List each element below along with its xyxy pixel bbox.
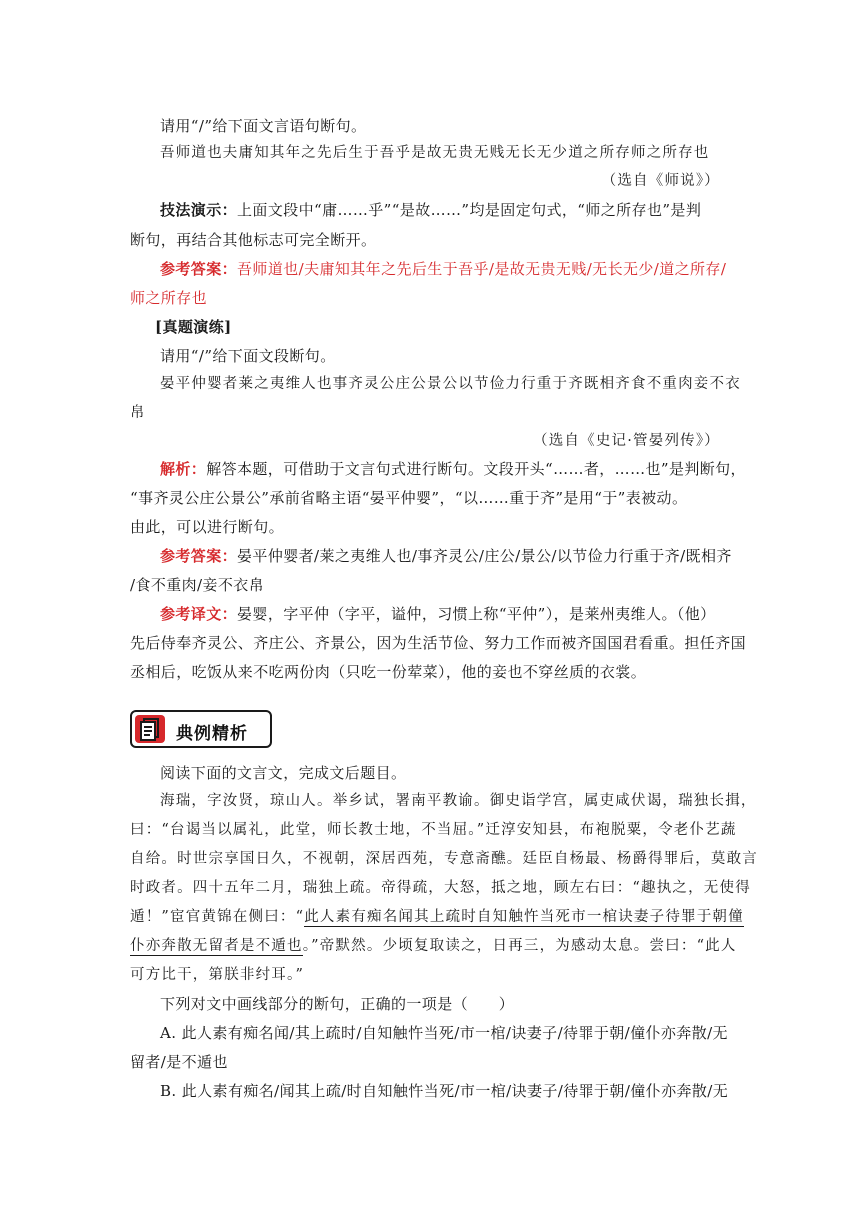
prompt-2: 请用“/”给下面文段断句。: [160, 347, 336, 365]
analysis-line-3: 由此，可以进行断句。: [130, 518, 285, 536]
translation-paragraph: [160, 604, 730, 624]
underlined-passage-part-2: 仆亦奔散无留者是不遁也: [130, 938, 303, 954]
answer-text-2: 晏平仲婴者/莱之夷维人也/事齐灵公/庄公/景公/以节俭力行重于齐/既相齐: [237, 547, 732, 565]
answer-paragraph-2: [160, 546, 730, 566]
prompt-1: 请用“/”给下面文言语句断句。: [160, 117, 367, 135]
section-banner: [130, 710, 272, 748]
technique-label: 技法演示：: [160, 201, 238, 219]
passage-2-line-1: 晏平仲婴者莱之夷维人也事齐灵公庄公景公以节俭力行重于齐既相齐食不重肉妾不衣: [160, 376, 741, 392]
question-stem: 下列对文中画线部分的断句，正确的一项是（ ）: [160, 995, 515, 1013]
analysis-text: 解答本题，可借助于文言句式进行断句。文段开头“……者，……也”是判断句，: [206, 460, 746, 478]
passage-3-line-3: 自给。时世宗享国日久，不视朝，深居西苑，专意斋醮。廷臣自杨最、杨爵得罪后，莫敢言: [130, 851, 758, 867]
analysis-line-2: “事齐灵公庄公景公”承前省略主语“晏平仲婴”，“以……重于齐”是用“于”表被动。: [130, 489, 688, 507]
answer-line-2: 师之所存也: [130, 289, 208, 307]
answer-label-2: 参考答案：: [160, 547, 238, 565]
answer-text-1: 吾师道也/夫庸知其年之先后生于吾乎/是故无贵无贱/无长无少/道之所存/: [237, 260, 727, 278]
analysis-label: 解析：: [160, 460, 207, 478]
translation-label: 参考译文：: [160, 605, 238, 623]
source-2: （选自《史记·管晏列传》）: [533, 433, 720, 449]
banner-title: 典例精析: [176, 724, 248, 744]
passage-1: 吾师道也夫庸知其年之先后生于吾乎是故无贵无贱无长无少道之所存师之所存也: [160, 145, 710, 161]
technique-paragraph: [160, 200, 730, 220]
passage-3-line-2: 曰：“台谒当以属礼，此堂，师长教士地，不当屈。”迁淳安知县，布袍脱粟，令老仆艺蔬: [130, 822, 737, 838]
passage-3-line-5: [130, 907, 744, 927]
technique-line-2: 断句，再结合其他标志可完全断开。: [130, 231, 377, 249]
prompt-3: 阅读下面的文言文，完成文后题目。: [160, 764, 407, 782]
answer-2-line-2: /食不重肉/妾不衣帛: [130, 576, 265, 594]
analysis-paragraph: [160, 459, 746, 479]
translation-line-3: 丞相后，吃饭从来不吃两份肉（只吃一份荤菜），他的妾也不穿丝质的衣裳。: [130, 663, 647, 681]
passage-3-line-7: 可方比干，第朕非纣耳。”: [130, 967, 305, 983]
section-heading-practice: [真题演练]: [155, 318, 232, 336]
answer-label-1: 参考答案：: [160, 260, 238, 278]
option-a-line-1: A. 此人素有痴名闻/其上疏时/自知触忤当死/市一棺/诀妻子/待罪于朝/僮仆亦奔散/无: [160, 1024, 728, 1042]
source-1: （选自《师说》）: [601, 173, 720, 189]
passage-3-line-6: [130, 936, 737, 956]
translation-line-2: 先后侍奉齐灵公、齐庄公、齐景公，因为生活节俭、努力工作而被齐国国君看重。担任齐国: [130, 634, 747, 652]
translation-text: 晏婴，字平仲（字平，谥仲，习惯上称“平仲”），是莱州夷维人。（他）: [237, 605, 716, 623]
option-a-line-2: 留者/是不遁也: [130, 1053, 228, 1071]
underlined-passage-part-1: 此人素有痴名闻其上疏时自知触忤当死市一棺诀妻子待罪于朝僮: [304, 909, 744, 925]
option-b-line-1: B. 此人素有痴名/闻其上疏/时自知触忤当死/市一棺/诀妻子/待罪于朝/僮仆亦奔散/无: [160, 1082, 729, 1100]
technique-text: 上面文段中“庸……乎”“是故……”均是固定句式，“师之所存也”是判: [237, 201, 702, 219]
passage-3-line-6-rest: 。”帝默然。少顷复取读之，日再三，为感动太息。尝曰：“此人: [302, 938, 737, 954]
answer-paragraph-1: [160, 259, 730, 279]
passage-3-line-5-lead: 遁！”宦官黄锦在侧曰：“: [130, 909, 305, 925]
document-list-icon: [135, 715, 165, 743]
passage-3-line-4: 时政者。四十五年二月，瑞独上疏。帝得疏，大怒，抵之地，顾左右曰：“趣执之，无使得: [130, 880, 751, 896]
passage-3-line-1: 海瑞，字汝贤，琼山人。举乡试，署南平教谕。御史诣学宫，属吏咸伏谒，瑞独长揖，: [160, 793, 757, 809]
passage-2-line-2: 帛: [130, 405, 146, 421]
